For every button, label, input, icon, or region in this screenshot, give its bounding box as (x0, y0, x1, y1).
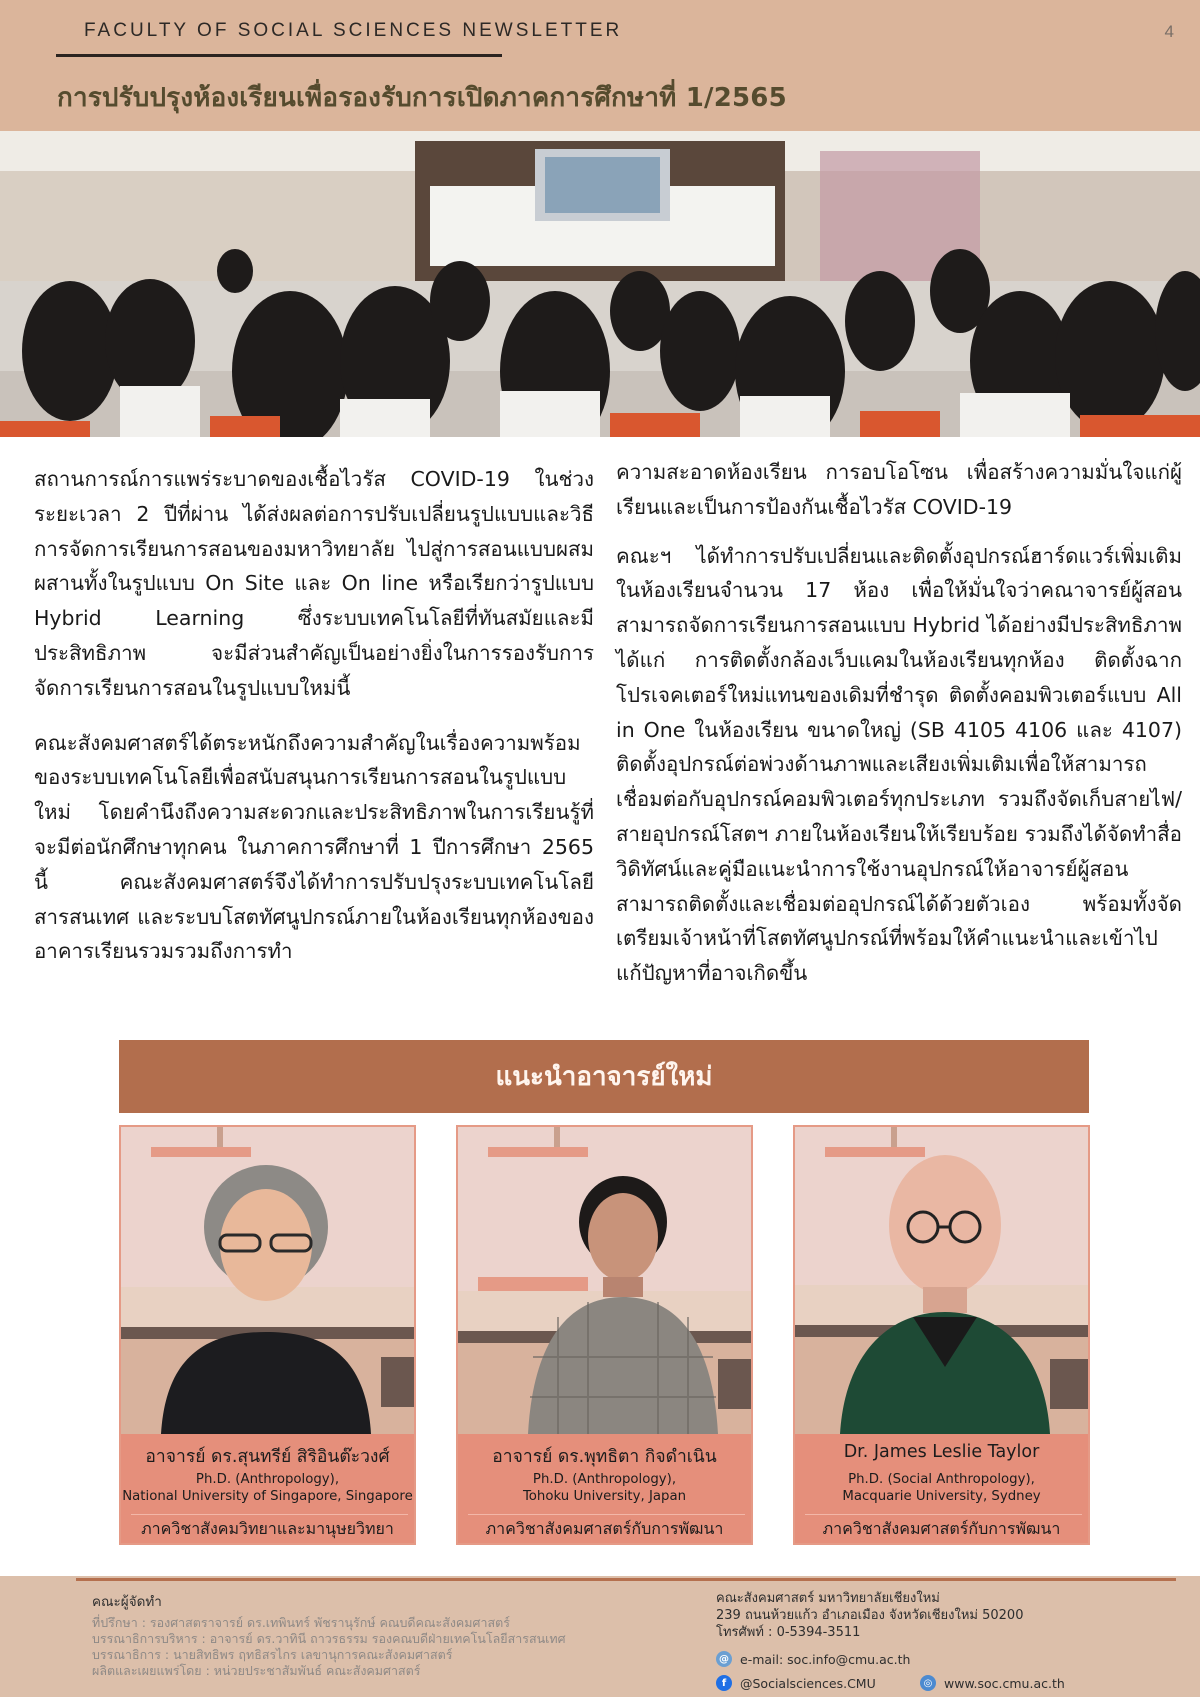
card-divider (468, 1514, 745, 1515)
page-number: 4 (1164, 22, 1174, 41)
email-contact[interactable] (716, 1651, 910, 1667)
globe-icon: ◎ (920, 1675, 936, 1691)
faculty-department: ภาควิชาสังคมวิทยาและมานุษยวิทยา (141, 1519, 394, 1538)
faculty-photo (795, 1127, 1090, 1434)
editor-line: ที่ปรึกษา : รองศาสตราจารย์ ดร.เทพินทร์ พัชรานุรักษ์ คณบดีคณะสังคมศาสตร์ (92, 1615, 510, 1630)
faculty-card (119, 1125, 416, 1545)
email-icon: @ (716, 1651, 732, 1667)
faculty-degree (458, 1471, 751, 1505)
editors-list (92, 1615, 566, 1679)
degree-line: Ph.D. (Social Anthropology), (848, 1472, 1035, 1487)
article-paragraph: คณะฯ ได้ทำการปรับเปลี่ยนและติดตั้งอุปกรณ์ฮาร์ดแวร์เพิ่มเติมในห้องเรียนจำนวน 17 ห้อง เพื่อให้มั่นใจว่าคณาจารย์ผู้สอนสามารถจัดการเรียนการสอนแบบ Hybrid ได้อย่างมีประสิทธิภาพ ได้แก่ การติดตั้งกล้องเว็บแคมในห้องเรียนทุกห้อง ติดตั้งฉากโปรเจคเตอร์ใหม่แทนของเดิมที่ชำรุด ติดตั้งคอมพิวเตอร์แบบ All in One ในห้องเรียน ขนาดใหญ่ (SB 4105 4106 และ 4107) ติดตั้งอุปกรณ์ต่อพ่วงด้านภาพและเสียงเพิ่มเติมเพื่อให้สามารถเชื่อมต่อกับอุปกรณ์คอมพิวเตอร์ทุกประเภท รวมถึงจัดเก็บสายไฟ/สายอุปกรณ์โสตฯ ภายในห้องเรียนให้เรียบร้อย รวมถึงได้จัดทำสื่อวิดิทัศน์และคู่มือแนะนำการใช้งานอุปกรณ์ให้อาจารย์ผู้สอนสามารถติดตั้งและเชื่อมต่ออุปกรณ์ได้ด้วยตัวเอง พร้อมทั้งจัดเตรียมเจ้าหน้าที่โสตทัศนูปกรณ์ที่พร้อมให้คำแนะนำและเข้าไปแก้ปัญหาที่อาจเกิดขึ้น (616, 543, 1182, 986)
website-link[interactable] (920, 1675, 1065, 1691)
faculty-name: อาจารย์ ดร.สุนทรีย์ สิริอินต๊ะวงศ์ (145, 1447, 390, 1467)
article-headline: การปรับปรุงห้องเรียนเพื่อรองรับการเปิดภาคการศึกษาที่ 1/2565 (57, 83, 787, 113)
faculty-photo (458, 1127, 753, 1434)
editor-line: ผลิตและเผยแพร่โดย : หน่วยประชาสัมพันธ์ คณะสังคมศาสตร์ (92, 1663, 421, 1678)
faculty-address (716, 1590, 1023, 1641)
faculty-photo (121, 1127, 416, 1434)
faculty-name: Dr. James Leslie Taylor (843, 1442, 1040, 1462)
editor-line: บรรณาธิการ : นายสิทธิพร ฤทธิสรไกร เลขานุการคณะสังคมศาสตร์ (92, 1647, 453, 1662)
faculty-card (793, 1125, 1090, 1545)
email-text: e-mail: soc.info@cmu.ac.th (740, 1651, 911, 1667)
address-line: โทรศัพท์ : 0-5394-3511 (716, 1625, 861, 1640)
new-faculty-banner (119, 1040, 1089, 1113)
classroom-photo (0, 131, 1200, 437)
faculty-degree (121, 1471, 414, 1505)
newsletter-title: FACULTY OF SOCIAL SCIENCES NEWSLETTER (84, 20, 623, 41)
card-divider (131, 1514, 408, 1515)
degree-line: Ph.D. (Anthropology), (532, 1472, 677, 1487)
page-footer (0, 1576, 1200, 1697)
facebook-icon: f (716, 1675, 732, 1691)
faculty-department: ภาควิชาสังคมศาสตร์กับการพัฒนา (485, 1519, 724, 1538)
article-paragraph: คณะสังคมศาสตร์ได้ตระหนักถึงความสำคัญในเรื่องความพร้อมของระบบเทคโนโลยีเพื่อสนับสนุนการเรียนการสอนในรูปแบบใหม่ โดยคำนึงถึงความสะดวกและประสิทธิภาพในการเรียนรู้ที่จะมีต่อนักศึกษาทุกคน ในภาคการศึกษาที่ 1 ปีการศึกษา 2565 นี้ คณะสังคมศาสตร์จึงได้ทำการปรับปรุงระบบเทคโนโลยีสารสนเทศ และระบบโสตทัศนูปกรณ์ภายในห้องเรียนทุกห้องของอาคารเรียนรวมรวมถึงการทำ (34, 730, 594, 964)
footer-rule (76, 1578, 1176, 1581)
faculty-degree (795, 1471, 1088, 1505)
website-text: www.soc.cmu.ac.th (944, 1675, 1065, 1691)
degree-line: Ph.D. (Anthropology), (195, 1472, 340, 1487)
degree-institution: Tohoku University, Japan (522, 1489, 687, 1504)
address-line: คณะสังคมศาสตร์ มหาวิทยาลัยเชียงใหม่ (716, 1591, 940, 1606)
new-faculty-heading: แนะนำอาจารย์ใหม่ (495, 1062, 713, 1092)
degree-institution: National University of Singapore, Singapore (122, 1489, 413, 1504)
editor-line: บรรณาธิการบริหาร : อาจารย์ ดร.วาทินี ถาวรธรรม รองคณบดีฝ่ายเทคโนโลยีสารสนเทศ (92, 1631, 566, 1646)
article-column-right (616, 455, 1182, 991)
editors-title: คณะผู้จัดทำ (92, 1594, 162, 1610)
header-rule (56, 54, 502, 57)
faculty-card (456, 1125, 753, 1545)
facebook-link[interactable] (716, 1675, 876, 1691)
article-paragraph: ความสะอาดห้องเรียน การอบโอโซน เพื่อสร้างความมั่นใจแก่ผู้เรียนและเป็นการป้องกันเชื้อไวรัส COVID-19 (616, 460, 1182, 519)
degree-institution: Macquarie University, Sydney (842, 1489, 1041, 1504)
address-line: 239 ถนนห้วยแก้ว อำเภอเมือง จังหวัดเชียงใหม่ 50200 (716, 1608, 1024, 1623)
card-divider (805, 1514, 1082, 1515)
facebook-text: @Socialsciences.CMU (740, 1675, 876, 1691)
page-header (0, 0, 1200, 131)
faculty-department: ภาควิชาสังคมศาสตร์กับการพัฒนา (822, 1519, 1061, 1538)
faculty-name: อาจารย์ ดร.พุทธิตา กิจดำเนิน (492, 1447, 717, 1467)
article-paragraph: สถานการณ์การแพร่ระบาดของเชื้อไวรัส COVID-19 ในช่วงระยะเวลา 2 ปีที่ผ่าน ได้ส่งผลต่อการปรับเปลี่ยนรูปแบบและวิธีการจัดการเรียนการสอนของมหาวิทยาลัย ไปสู่การสอนแบบผสมผสานทั้งในรูปแบบ On Site และ On line หรือเรียกว่ารูปแบบ Hybrid Learning ซึ่งระบบเทคโนโลยีที่ทันสมัยและมีประสิทธิภาพ จะมีส่วนสำคัญเป็นอย่างยิ่งในการรองรับการจัดการเรียนการสอนในรูปแบบใหม่นี้ (34, 467, 594, 700)
article-column-left (34, 462, 594, 969)
